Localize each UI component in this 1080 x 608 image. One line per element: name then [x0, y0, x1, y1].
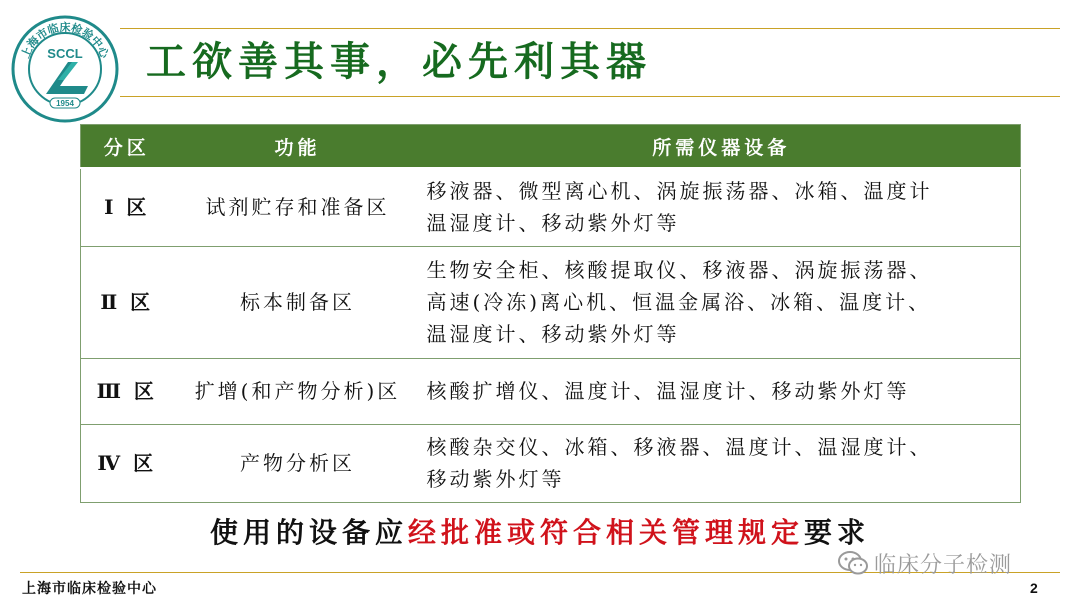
- watermark: [838, 548, 1012, 578]
- logo-top-text: 上海市临床检验中心: [18, 21, 112, 61]
- function-cell: 标本制备区: [173, 246, 423, 358]
- header-zone: 分区: [81, 125, 173, 169]
- equipment-line: 高速(冷冻)离心机、恒温金属浴、冰箱、温度计、: [426, 290, 932, 314]
- watermark-text: 临床分子检测: [874, 552, 1013, 578]
- header-function: 功能: [173, 125, 423, 169]
- note-suffix: 要求: [804, 516, 871, 549]
- equipment-line: 温湿度计、移动紫外灯等: [426, 211, 680, 236]
- function-cell: 试剂贮存和准备区: [173, 168, 423, 246]
- note-prefix: 使用的设备应: [209, 516, 408, 549]
- sccl-logo: [10, 14, 120, 124]
- zone-cell: Ⅱ 区: [81, 246, 173, 358]
- title-bottom-rule: [120, 96, 1060, 97]
- equipment-cell: [423, 168, 1021, 246]
- equipment-cell: [423, 246, 1021, 358]
- wechat-icon: [838, 550, 868, 576]
- equipment-line: 温湿度计、移动紫外灯等: [426, 322, 680, 346]
- equipment-line: 移动紫外灯等: [426, 467, 565, 491]
- table-row: [81, 358, 1021, 424]
- table-header-row: [81, 125, 1021, 169]
- table-row: [81, 168, 1021, 246]
- logo-year: 1954: [56, 99, 74, 108]
- equipment-line: 核酸扩增仪、温度计、温湿度计、移动紫外灯等: [426, 379, 910, 403]
- header-equipment: 所需仪器设备: [423, 125, 1021, 169]
- zone-cell: Ⅲ 区: [81, 358, 173, 424]
- table-row: [81, 424, 1021, 502]
- equipment-line: 生物安全柜、核酸提取仪、移液器、涡旋振荡器、: [426, 258, 933, 282]
- note-highlight: 经批准或符合相关管理规定: [407, 516, 804, 549]
- equipment-cell: [423, 358, 1021, 424]
- zone-cell: Ⅰ 区: [81, 168, 173, 246]
- logo-abbr: SCCL: [47, 46, 83, 61]
- function-cell: 扩增(和产物分析)区: [173, 358, 423, 424]
- function-cell: 产物分析区: [173, 424, 423, 502]
- slide-title: 工欲善其事，必先利其器: [146, 38, 652, 85]
- page-number: 2: [1030, 580, 1038, 596]
- footer-org: 上海市临床检验中心: [22, 581, 157, 597]
- equipment-cell: [423, 424, 1021, 502]
- equipment-line: 核酸杂交仪、冰箱、移液器、温度计、温湿度计、: [426, 435, 933, 459]
- equipment-line: 移液器、微型离心机、涡旋振荡器、冰箱、温度计: [426, 179, 933, 204]
- table-row: [81, 246, 1021, 358]
- title-top-rule: [120, 28, 1060, 29]
- equipment-table: [80, 124, 1021, 503]
- zone-cell: Ⅳ 区: [81, 424, 173, 502]
- equipment-table-wrap: [80, 124, 1020, 503]
